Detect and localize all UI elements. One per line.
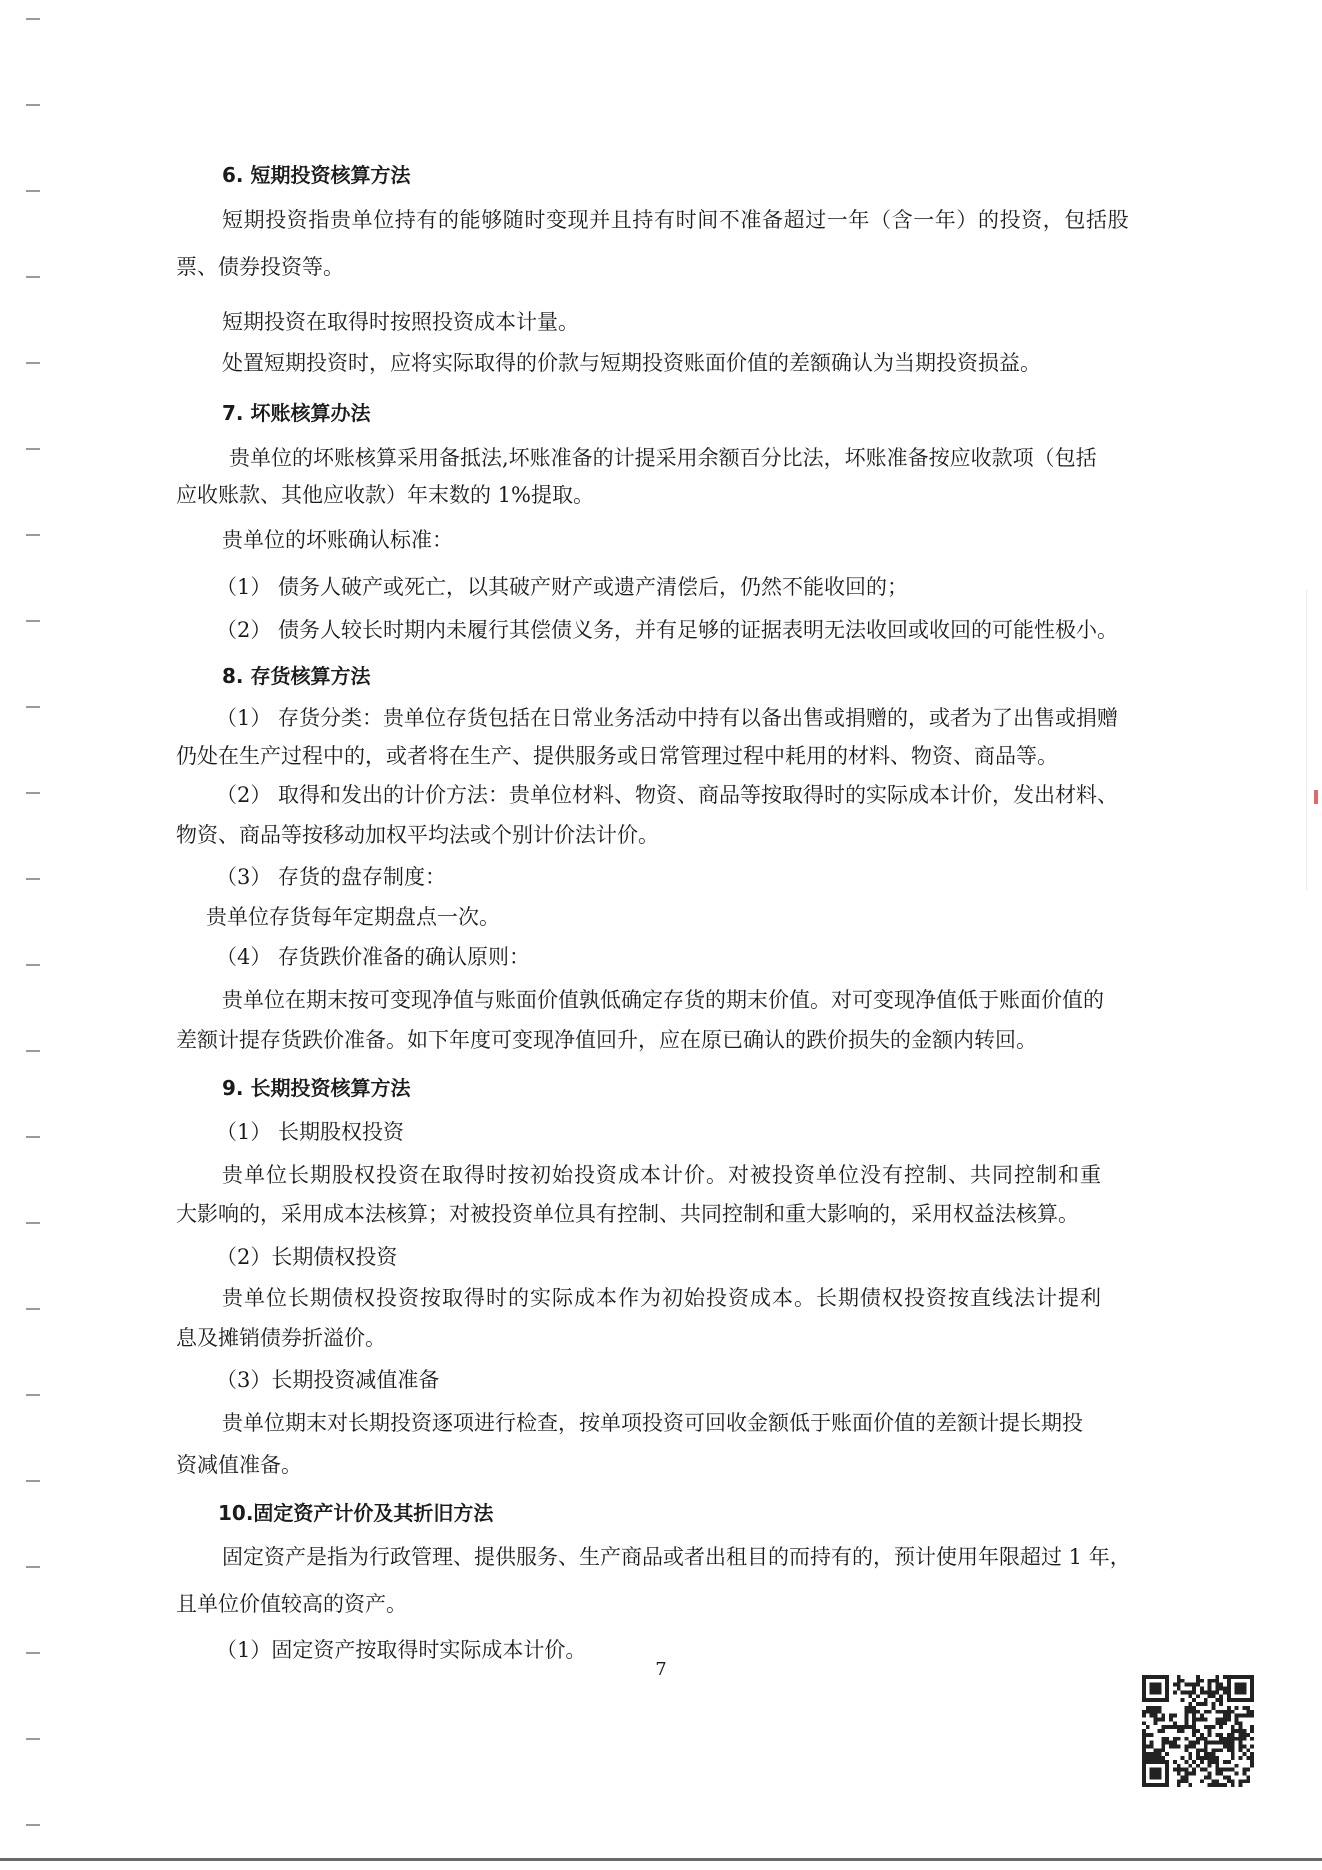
section-heading: 6. 短期投资核算方法 bbox=[222, 163, 411, 187]
paragraph-line: 贵单位在期末按可变现净值与账面价值孰低确定存货的期末价值。对可变现净值低于账面价值的 bbox=[222, 988, 1104, 1012]
paragraph-line: 固定资产是指为行政管理、提供服务、生产商品或者出租目的而持有的，预计使用年限超过 1 年， bbox=[222, 1545, 1131, 1569]
paragraph-line: 应收账款、其他应收款）年末数的 1%提取。 bbox=[176, 483, 594, 507]
list-item: （2） 取得和发出的计价方法：贵单位材料、物资、商品等按取得时的实际成本计价，发出材料、 bbox=[216, 783, 1119, 807]
section-heading: 7. 坏账核算办法 bbox=[222, 401, 371, 425]
list-item: （3）长期投资减值准备 bbox=[216, 1368, 440, 1392]
list-item: （3） 存货的盘存制度： bbox=[216, 865, 447, 889]
paragraph-line: 贵单位存货每年定期盘点一次。 bbox=[206, 905, 500, 929]
scan-edge-mark bbox=[1314, 790, 1318, 804]
paragraph-line: 物资、商品等按移动加权平均法或个别计价法计价。 bbox=[176, 823, 659, 847]
paragraph-line: 贵单位的坏账核算采用备抵法,坏账准备的计提采用余额百分比法，坏账准备按应收款项（包括 bbox=[229, 446, 1097, 470]
paragraph-line: 贵单位长期债权投资按取得时的实际成本作为初始投资成本。长期债权投资按直线法计提利 bbox=[222, 1286, 1102, 1310]
list-item: （2） 债务人较长时期内未履行其偿债义务，并有足够的证据表明无法收回或收回的可能性极小。 bbox=[216, 618, 1119, 642]
list-item: （4） 存货跌价准备的确认原则： bbox=[216, 945, 531, 969]
qr-code-icon bbox=[1142, 1675, 1254, 1787]
paragraph-line: 贵单位长期股权投资在取得时按初始投资成本计价。对被投资单位没有控制、共同控制和重 bbox=[222, 1163, 1102, 1187]
paragraph-line: 资减值准备。 bbox=[176, 1453, 302, 1477]
list-item: （1） 长期股权投资 bbox=[216, 1120, 405, 1144]
paragraph-line: 处置短期投资时，应将实际取得的价款与短期投资账面价值的差额确认为当期投资损益。 bbox=[222, 351, 1041, 375]
paragraph-line: 大影响的，采用成本法核算；对被投资单位具有控制、共同控制和重大影响的，采用权益法核算。 bbox=[176, 1202, 1079, 1226]
margin-tick bbox=[26, 104, 40, 106]
list-item: （1） 债务人破产或死亡，以其破产财产或遗产清偿后，仍然不能收回的； bbox=[216, 575, 909, 599]
section-heading: 8. 存货核算方法 bbox=[222, 664, 371, 688]
paragraph-line: 息及摊销债券折溢价。 bbox=[176, 1326, 386, 1350]
margin-tick bbox=[26, 18, 40, 20]
margin-tick bbox=[26, 1824, 40, 1826]
list-item: （2）长期债权投资 bbox=[216, 1245, 398, 1269]
section-heading: 9. 长期投资核算方法 bbox=[222, 1076, 411, 1100]
scan-edge-line bbox=[1306, 590, 1307, 890]
paragraph-line: 短期投资在取得时按照投资成本计量。 bbox=[222, 310, 579, 334]
list-item: （1）固定资产按取得时实际成本计价。 bbox=[216, 1638, 587, 1662]
margin-tick bbox=[26, 1738, 40, 1740]
page-number: 7 bbox=[655, 1659, 667, 1680]
paragraph-line: 票、债券投资等。 bbox=[176, 255, 344, 279]
paragraph-line: 贵单位期末对长期投资逐项进行检查，按单项投资可回收金额低于账面价值的差额计提长期投 bbox=[222, 1411, 1083, 1435]
paragraph-line: 短期投资指贵单位持有的能够随时变现并且持有时间不准备超过一年（含一年）的投资，包括股 bbox=[222, 208, 1130, 232]
bottom-rule bbox=[0, 1858, 1322, 1861]
list-item: （1） 存货分类：贵单位存货包括在日常业务活动中持有以备出售或捐赠的，或者为了出售或捐赠 bbox=[216, 706, 1119, 730]
paragraph-line: 且单位价值较高的资产。 bbox=[176, 1592, 407, 1616]
paragraph-line: 贵单位的坏账确认标准： bbox=[222, 528, 453, 552]
paragraph-line: 仍处在生产过程中的，或者将在生产、提供服务或日常管理过程中耗用的材料、物资、商品等。 bbox=[176, 744, 1058, 768]
paragraph-line: 差额计提存货跌价准备。如下年度可变现净值回升，应在原已确认的跌价损失的金额内转回。 bbox=[176, 1028, 1037, 1052]
section-heading: 10.固定资产计价及其折旧方法 bbox=[218, 1501, 494, 1525]
